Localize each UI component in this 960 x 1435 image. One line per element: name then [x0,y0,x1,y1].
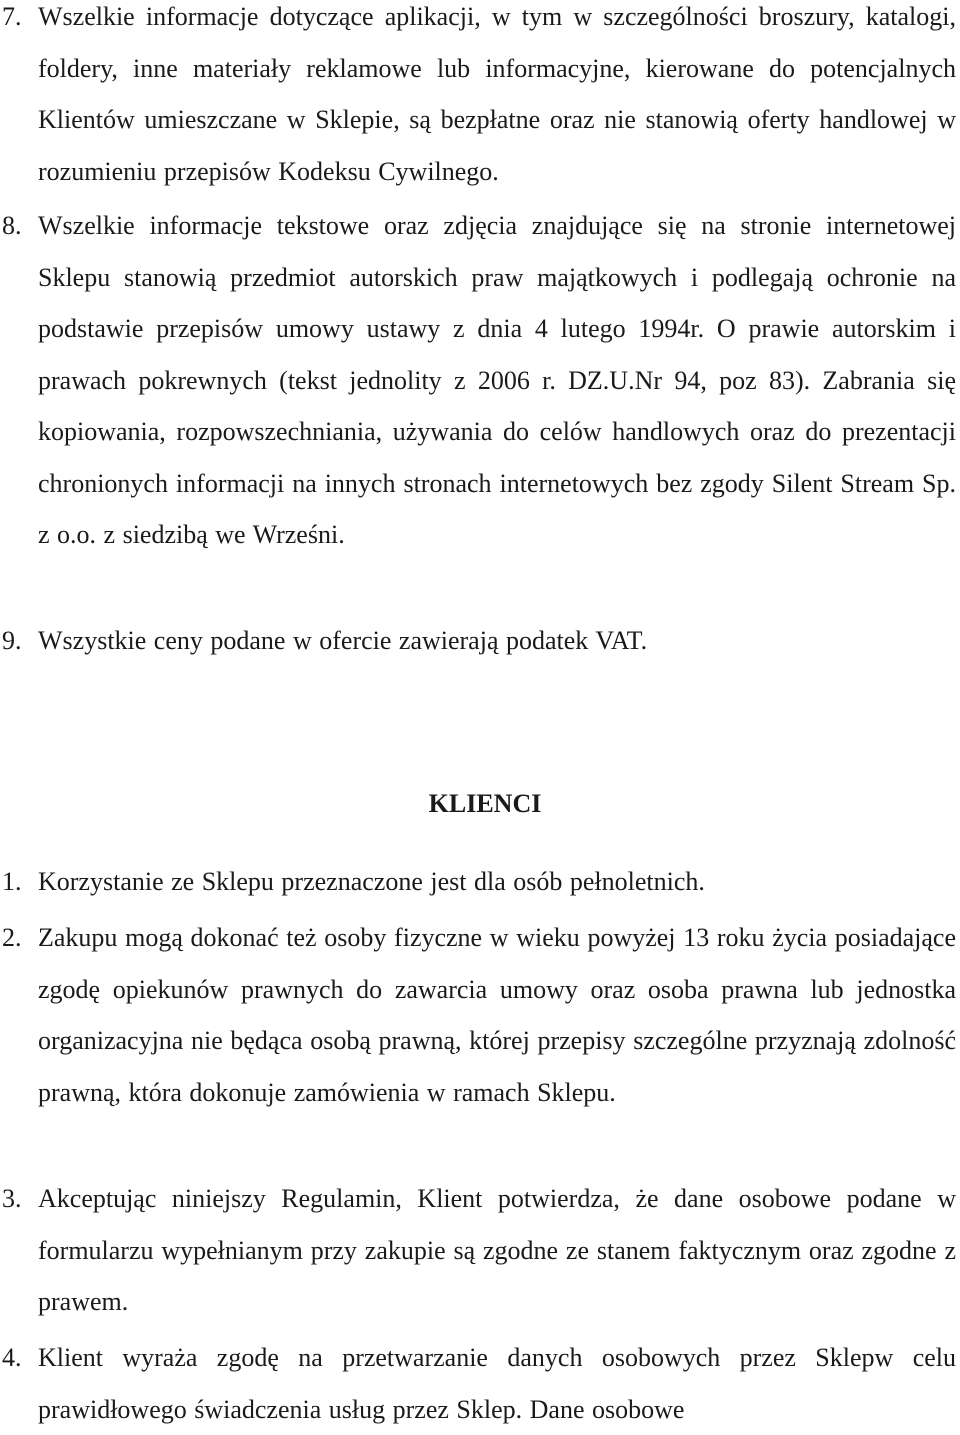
list-item-9 [0,615,956,667]
list-item-klienci-2 [0,912,956,1118]
list-item-number: 4. [2,1343,22,1372]
list-item-number: 7. [2,2,22,31]
list-item-text: Akceptując niniejszy Regulamin, Klient potwierdza, że dane osobowe podane w formularzu wypełnianym przy zakupie są zgodne ze stanem faktycznym oraz zgodne z prawem. [38,1184,956,1316]
list-item-number: 2. [2,923,22,952]
list-item-text: Klient wyraża zgodę na przetwarzanie danych osobowych przez Sklepw celu prawidłowego świadczenia usług przez Sklep. Dane osobowe [38,1343,956,1424]
list-item-text: Zakupu mogą dokonać też osoby fizyczne w wieku powyżej 13 roku życia posiadające zgodę opiekunów prawnych do zawarcia umowy oraz osoba prawna lub jednostka organizacyjna nie będąca osobą prawną, której przepisy szczególne przyznają zdolność prawną, która dokonuje zamówienia w ramach Sklepu. [38,923,956,1107]
section-heading-klienci: KLIENCI [428,789,542,818]
list-item-text: Wszelkie informacje dotyczące aplikacji, w tym w szczególności broszury, katalogi, foldery, inne materiały reklamowe lub informacyjne, kierowane do potencjalnych Klientów umieszczane w Sklepie, są bezpłatne oraz nie stanowią oferty handlowej w rozumieniu przepisów Kodeksu Cywilnego. [38,2,956,186]
list-item-number: 3. [2,1184,22,1213]
list-item-text: Korzystanie ze Sklepu przeznaczone jest dla osób pełnoletnich. [38,867,705,896]
list-item-number: 1. [2,867,22,896]
list-item-text: Wszystkie ceny podane w ofercie zawierają podatek VAT. [38,626,648,655]
list-item-7 [0,0,956,197]
list-item-klienci-3 [0,1173,956,1328]
list-item-text: Wszelkie informacje tekstowe oraz zdjęcia znajdujące się na stronie internetowej Sklepu stanowią przedmiot autorskich praw majątkowych i podlegają ochronie na podstawie przepisów umowy ustawy z dnia 4 lutego 1994r. O prawie autorskim i prawach pokrewnych (tekst jednolity z 2006 r. DZ.U.Nr 94, poz 83). Zabrania się kopiowania, rozpowszechniania, używania do celów handlowych oraz do prezentacji chronionych informacji na innych stronach internetowych bez zgody Silent Stream Sp. z o.o. z siedzibą we Wrześni. [38,211,956,549]
list-item-klienci-4 [0,1332,956,1435]
list-item-8 [0,200,956,561]
list-item-klienci-1 [0,856,956,908]
list-item-number: 9. [2,626,22,655]
list-item-number: 8. [2,211,22,240]
